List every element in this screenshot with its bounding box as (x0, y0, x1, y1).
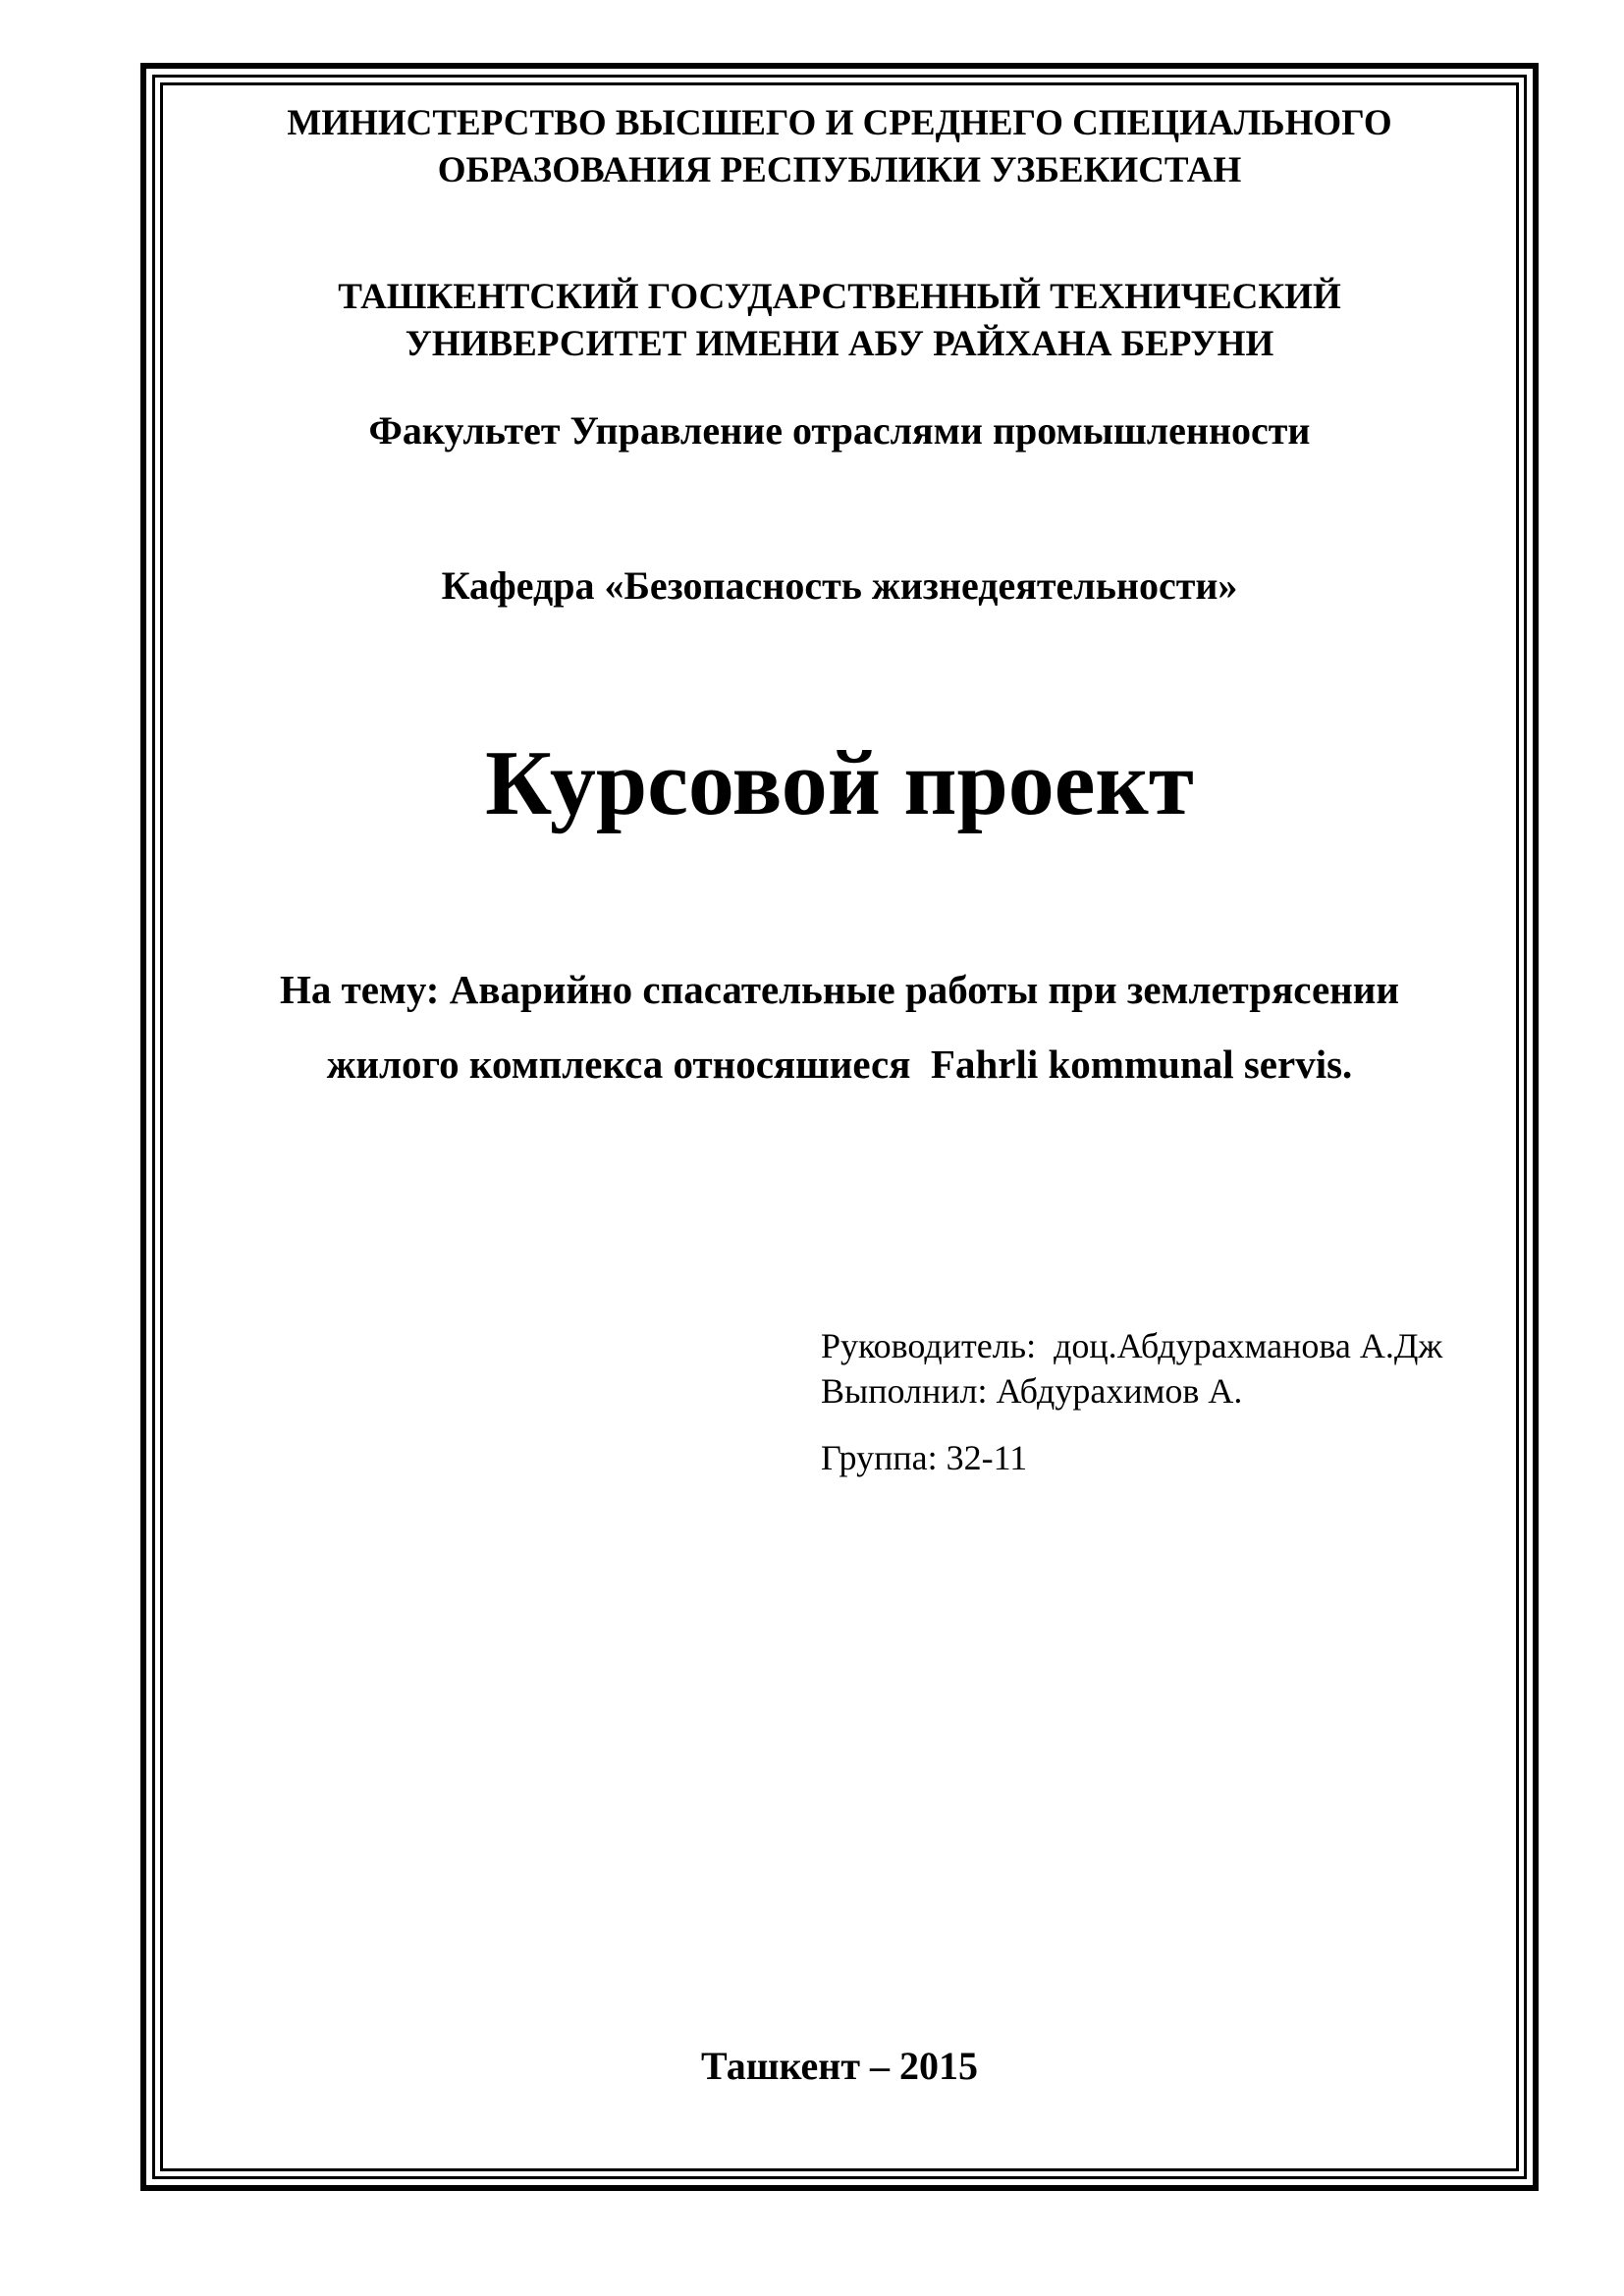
faculty-name: Факультет Управление отраслями промышленности (368, 408, 1311, 453)
topic-line-2: жилого комплекса относяшиеся Fahrli kommunal servis. (326, 1041, 1353, 1087)
page-border-inner (160, 82, 1519, 2171)
supervisor-line: Руководитель: доц.Абдурахманова А.Дж (821, 1326, 1443, 1365)
university-heading (160, 274, 1519, 368)
group-line: Группа: 32-11 (821, 1438, 1028, 1477)
document-title: Курсовой проект (485, 732, 1194, 834)
university-line-1: ТАШКЕНТСКИЙ ГОСУДАРСТВЕННЫЙ ТЕХНИЧЕСКИЙ (338, 277, 1341, 317)
ministry-line-1: МИНИСТЕРСТВО ВЫСШЕГО И СРЕДНЕГО СПЕЦИАЛЬНОГО (287, 103, 1392, 143)
city-year-footer: Ташкент – 2015 (701, 2044, 978, 2088)
department-name: Кафедра «Безопасность жизнедеятельности» (441, 563, 1238, 608)
project-topic (160, 952, 1519, 1101)
university-line-2: УНИВЕРСИТЕТ ИМЕНИ АБУ РАЙХАНА БЕРУНИ (405, 324, 1274, 364)
ministry-heading (160, 100, 1519, 194)
author-line: Выполнил: Абдурахимов А. (821, 1371, 1243, 1411)
topic-line-1: На тему: Аварийно спасательные работы при землетрясении (279, 967, 1400, 1012)
ministry-line-2: ОБРАЗОВАНИЯ РЕСПУБЛИКИ УЗБЕКИСТАН (437, 150, 1242, 190)
